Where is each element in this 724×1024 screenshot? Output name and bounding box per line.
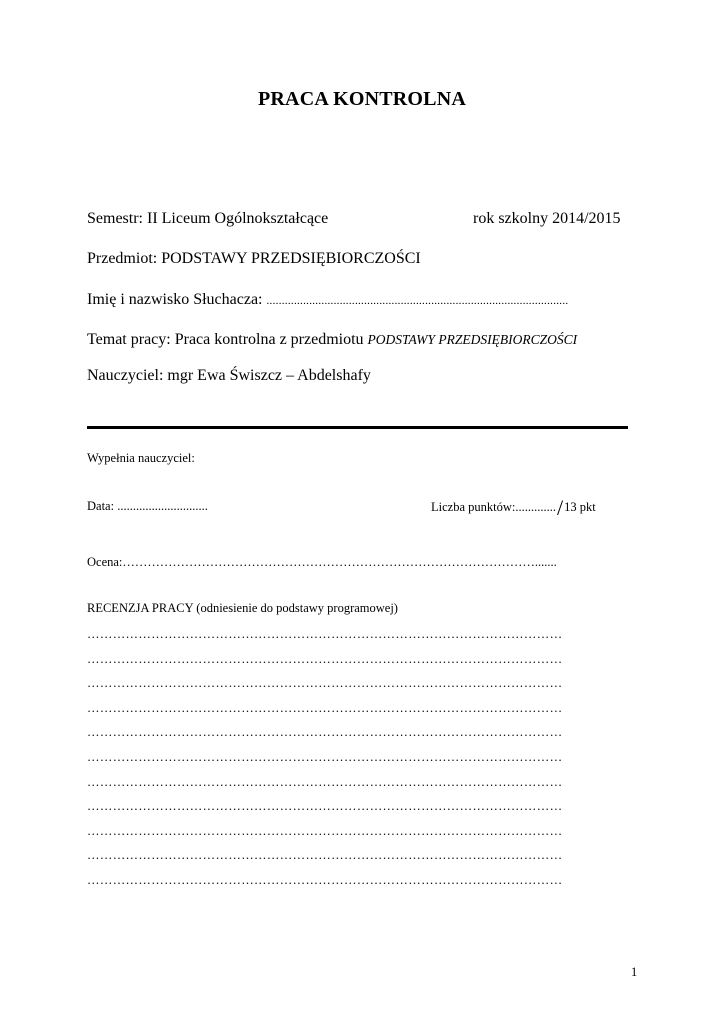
review-lines xyxy=(87,622,562,893)
review-line: ………………………………………………………………………………………………… xyxy=(87,749,563,764)
review-line: ………………………………………………………………………………………………… xyxy=(87,774,563,789)
review-line: ………………………………………………………………………………………………… xyxy=(87,627,563,641)
review-line: ………………………………………………………………………………………………… xyxy=(87,725,563,740)
teacher-fill-label: Wypełnia nauczyciel: xyxy=(87,451,195,465)
topic-label: Temat pracy: Praca kontrolna z przedmiotu xyxy=(87,331,364,348)
student-name-line xyxy=(87,291,568,309)
review-line: ………………………………………………………………………………………………… xyxy=(87,676,563,691)
teacher-text: Nauczyciel: mgr Ewa Świszcz – Abdelshafy xyxy=(87,367,371,384)
subject-text: Przedmiot: PODSTAWY PRZEDSIĘBIORCZOŚCI xyxy=(87,250,421,267)
page-number: 1 xyxy=(631,965,638,979)
points-max: 13 pkt xyxy=(564,500,596,514)
points-slash: / xyxy=(556,495,564,520)
date-field: Data: ............................. xyxy=(87,499,208,513)
school-year-text: rok szkolny 2014/2015 xyxy=(473,210,621,227)
review-line: ………………………………………………………………………………………………… xyxy=(87,848,563,863)
review-line: ………………………………………………………………………………………………… xyxy=(87,872,563,887)
topic-line xyxy=(87,331,577,349)
review-line: ………………………………………………………………………………………………… xyxy=(87,700,563,715)
review-label: RECENZJA PRACY (odniesienie do podstawy programowej) xyxy=(87,601,398,615)
semester-text: Semestr: II Liceum Ogólnokształcące xyxy=(87,210,329,227)
review-line: ………………………………………………………………………………………………… xyxy=(87,651,563,666)
topic-subject: PODSTAWY PRZEDSIĘBIORCZOŚCI xyxy=(367,332,578,347)
review-line: ………………………………………………………………………………………………… xyxy=(87,823,563,838)
review-line: ………………………………………………………………………………………………… xyxy=(87,799,563,814)
page-title: PRACA KONTROLNA xyxy=(257,88,466,110)
section-divider xyxy=(87,426,628,429)
points-field xyxy=(431,497,596,519)
student-name-dots: ................................................................................................... xyxy=(266,295,569,307)
grade-field: Ocena:………………………………………………………………………………………....... xyxy=(87,555,557,569)
points-label: Liczba punktów:............. xyxy=(431,500,556,514)
student-name-label: Imię i nazwisko Słuchacza: xyxy=(87,291,263,308)
